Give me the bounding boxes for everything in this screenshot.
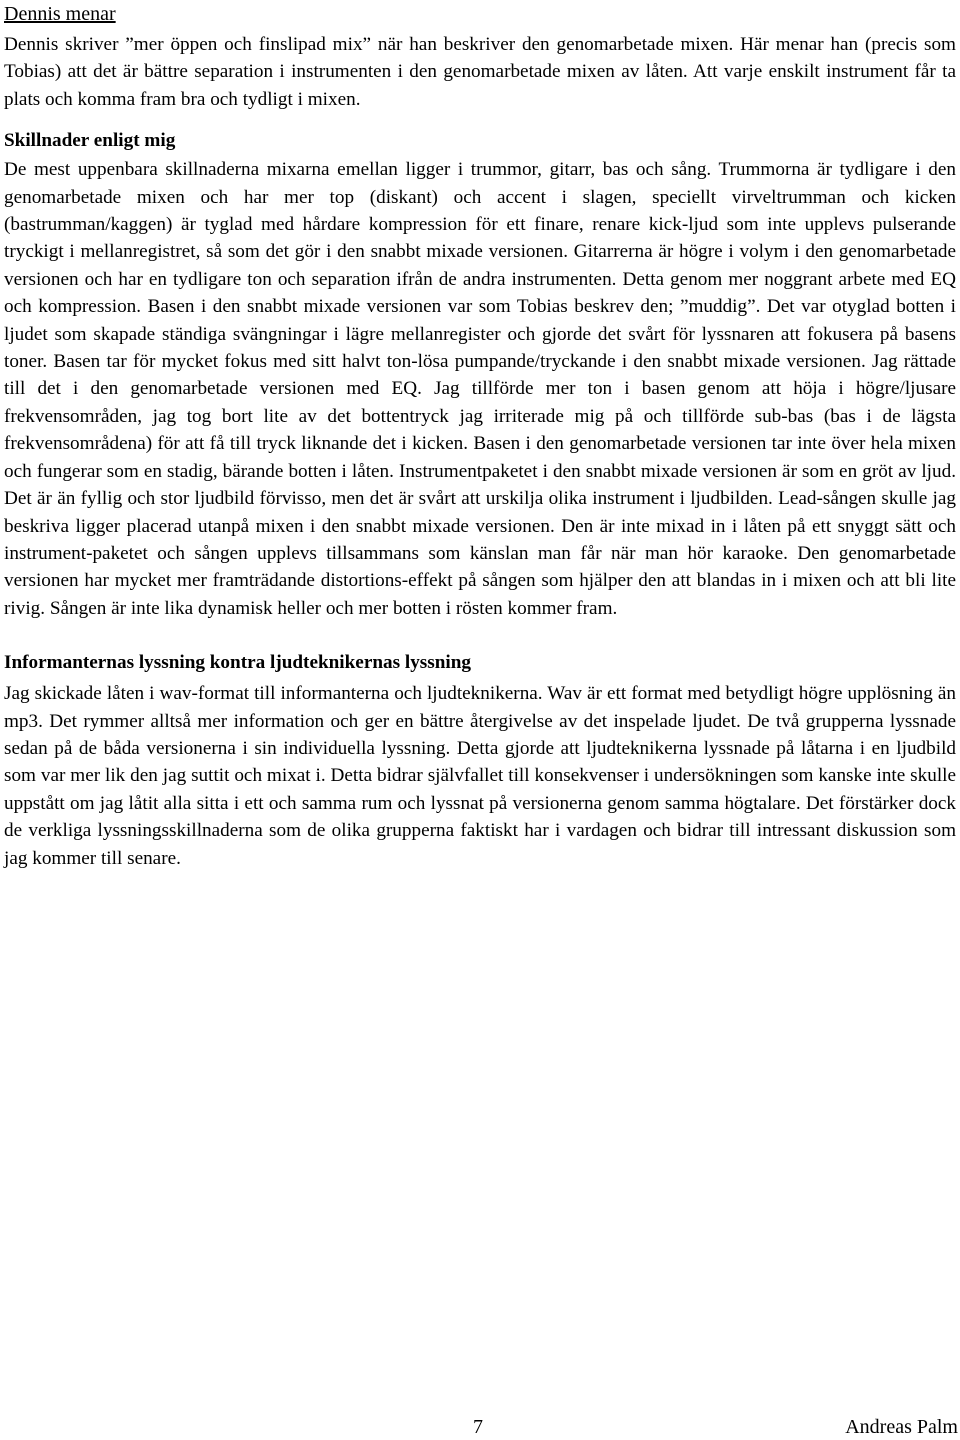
paragraph-differences: De mest uppenbara skillnaderna mixarna emellan ligger i trummor, gitarr, bas och sång. Trummorna är tydligare i den genomarbetade mixen och har mer top (diskant) och accent i slagen, speciellt virveltrumman och kicken (bastrumman/kaggen) är tyglad med hårdare kompression för ett finare, renare kick-ljud som inte upplevs pulserande tryckigt i mellanregistret, så som det gör i den snabbt mixade versionen. Gitarrerna är högre i volym i den genomarbetade versionen och har en tydligare ton och separation ifrån de andra instrumenten. Detta genom mer noggrant arbete med EQ och kompression. Basen i den snabbt mixade versionen var som Tobias beskrev den; ”muddig”. Det var otyglad botten i ljudet som skapade ständiga svängningar i lägre mellanregister och gjorde det svårt för lyssnaren att fokusera på basens toner. Basen tar för mycket fokus med sitt halvt ton-lösa pumpande/tryckande i den snabbt mixade versionen. Jag rättade till det i den genomarbetade versionen med EQ. Jag tillförde mer ton i basen genom att höja i högre/ljusare frekvensområden, jag tog bort lite av det bottentryck jag irriterade mig på och tillförde sub-bas (bas i de lägsta frekvensområdena) för att få till tryck liknande det i kicken. Basen i den genomarbetade versionen tar inte över hela mixen och fungerar som en stadig, bärande botten i låten. Instrumentpaketet i den snabbt mixade versionen är som en gröt av ljud. Det är än fyllig och stor ljudbild förvisso, men det är svårt att urskilja olika instrument i ljudbilden. Lead-sången skulle jag beskriva ligger placerad utanpå mixen i den snabbt mixade versionen. Den är inte mixad in i låten på ett snyggt sätt och instrument-paketet och sången upplevs tillsammans som känslan man får när man hör karaoke. Den genomarbetade versionen har mycket mer framträdande distortions-effekt på sången som hjälper den att blandas in i mixen och att bli lite rivig. Sången är inte lika dynamisk heller och mer botten i rösten kommer fram. — [4, 159, 956, 619]
paragraph-dennis: Dennis skriver ”mer öppen och finslipad mix” när han beskriver den genomarbetade mixen. Här menar han (precis som Tobias) att det är bättre separation i instrumenten i den genomarbetade mixen av låten. Att varje enskilt instrument får ta plats och komma fram bra och tydligt i mixen. — [4, 34, 956, 110]
document-page — [4, 0, 956, 872]
page-footer — [0, 1414, 960, 1440]
section-heading-listening: Informanternas lyssning kontra ljudteknikernas lyssning — [4, 652, 471, 674]
paragraph-listening: Jag skickade låten i wav-format till informanterna och ljudteknikerna. Wav är ett format med betydligt högre upplösning än mp3. Det rymmer alltså mer information och ger en bättre återgivelse av det inspelade ljudet. De två grupperna lyssnade sedan på de båda versionerna i sin individuella lyssning. Detta gjorde att ljudteknikerna lyssnade på låtarna i en ljudbild som var mer lik den jag suttit och mixat i. Detta bidrar självfallet till konsekvenser i undersökningen som kanske inte skulle uppstått om jag låtit alla sitta i ett och samma rum och lyssnat på versionerna genom samma högtalare. Det förstärker dock de verkliga lyssningsskillnaderna som de olika grupperna faktiskt har i vardagen och bidrar till intressant diskussion som jag kommer till senare. — [4, 683, 956, 869]
section-heading-dennis: Dennis menar — [4, 3, 116, 25]
author-name: Andreas Palm — [845, 1416, 958, 1438]
section-heading-differences: Skillnader enligt mig — [4, 130, 176, 152]
page-number: 7 — [473, 1416, 483, 1438]
